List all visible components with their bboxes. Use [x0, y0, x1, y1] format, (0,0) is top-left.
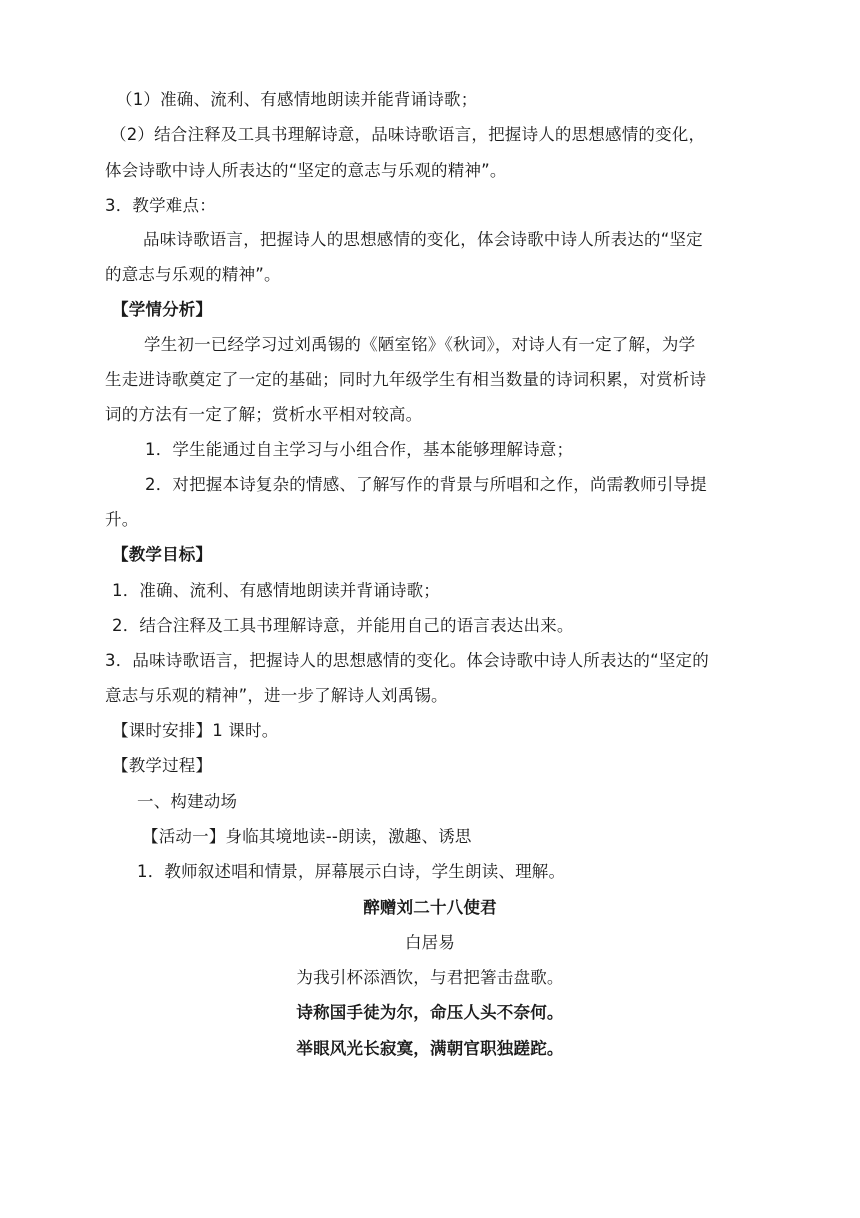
paragraph-line: 词的方法有一定了解；赏析水平相对较高。	[105, 405, 423, 424]
list-item: 2．对把握本诗复杂的情感、了解写作的背景与所唱和之作，尚需教师引导提	[145, 475, 707, 494]
poem-line: 诗称国手徒为尔，命压人头不奈何。	[296, 1003, 564, 1022]
section-label: 3．教学难点：	[105, 196, 216, 215]
poem-title: 醉赠刘二十八使君	[363, 898, 497, 917]
section-heading: 【教学目标】	[112, 545, 213, 564]
paragraph-line: （1）准确、流利、有感情地朗读并能背诵诗歌；	[116, 90, 478, 109]
list-item: 3．品味诗歌语言，把握诗人的思想感情的变化。体会诗歌中诗人所表达的“坚定的	[105, 651, 709, 670]
list-item: 1．教师叙述唱和情景，屏幕展示白诗，学生朗读、理解。	[137, 862, 566, 881]
poem-line: 为我引杯添酒饮，与君把箸击盘歌。	[296, 968, 564, 987]
list-item: 2．结合注释及工具书理解诗意，并能用自己的语言表达出来。	[112, 616, 574, 635]
paragraph-line: 品味诗歌语言，把握诗人的思想感情的变化，体会诗歌中诗人所表达的“坚定	[143, 230, 703, 249]
section-heading: 【教学过程】	[112, 756, 213, 775]
subsection-heading: 一、构建动场	[137, 792, 238, 811]
paragraph-line: 升。	[105, 510, 139, 529]
paragraph-line: 生走进诗歌奠定了一定的基础；同时九年级学生有相当数量的诗词积累，对赏析诗	[105, 370, 707, 389]
list-item: 1．准确、流利、有感情地朗读并背诵诗歌；	[112, 581, 440, 600]
list-item: 1．学生能通过自主学习与小组合作，基本能够理解诗意；	[145, 440, 574, 459]
section-heading: 【课时安排】1 课时。	[112, 721, 279, 740]
poem-line: 举眼风光长寂寞，满朝官职独蹉跎。	[296, 1039, 564, 1058]
activity-heading: 【活动一】身临其境地读--朗读，激趣、诱思	[142, 827, 472, 846]
poem-author: 白居易	[404, 933, 456, 952]
paragraph-line: 体会诗歌中诗人所表达的“坚定的意志与乐观的精神”。	[105, 161, 507, 180]
paragraph-line: 意志与乐观的精神”，进一步了解诗人刘禹锡。	[105, 686, 448, 705]
paragraph-line: 的意志与乐观的精神”。	[105, 265, 281, 284]
section-heading: 【学情分析】	[112, 300, 213, 319]
paragraph-line: 学生初一已经学习过刘禹锡的《陋室铭》《秋词》，对诗人有一定了解，为学	[144, 335, 696, 354]
paragraph-line: （2）结合注释及工具书理解诗意，品味诗歌语言，把握诗人的思想感情的变化，	[110, 125, 706, 144]
